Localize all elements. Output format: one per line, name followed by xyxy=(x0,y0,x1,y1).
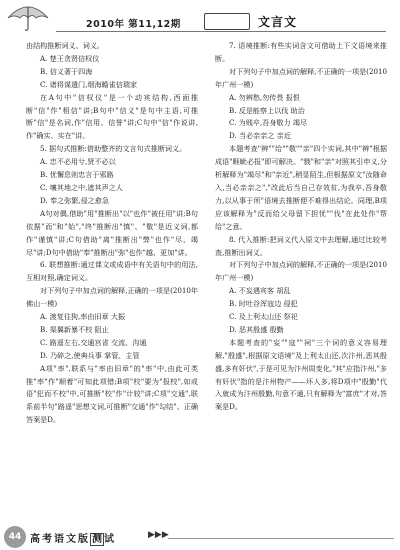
answer-option: D. 当必亲亲之 亲近 xyxy=(229,131,291,141)
paragraph: A句对偶,借助"用"推断出"以"也作"被任用"讲;B句依据"而"和"始","终"推断出"慎"、"敬"是近义词,都作"谨慎"讲;C句借助"离"推断出"弊"也作"尽、竭尽"讲;D句中借助"奉"推断出"弥"也作"越、更加"讲。 xyxy=(26,208,198,257)
footer-title-main: 高考语文版 xyxy=(30,534,90,545)
answer-option: A. 勿辨愁,勿传畏 报恨 xyxy=(229,92,300,102)
paragraph: 8. 代入推断:把词义代入原文中去理解,通过比较考查,推断出词义。 xyxy=(215,234,387,257)
answer-option: D. 恶其殷盛 殷勤 xyxy=(229,324,284,334)
section-badge: 文言文 xyxy=(258,15,298,29)
paragraph: 对下列句子中加点词的解释,不正确的一项是(2010年广州一模) xyxy=(215,260,387,283)
footer-title-boxed: 测 xyxy=(92,534,102,545)
paragraph: 6. 联想推断:通过课文或成语中有关语句中的用法,互相对照,确定词义。 xyxy=(26,260,198,283)
paragraph: 对下列句子中加点词的解释,不正确的一项是(2010年广州一模) xyxy=(215,66,387,89)
answer-option: C. 为贱卒,吾身敬力 竭尽 xyxy=(229,118,308,128)
answer-option: C. 路遥左右,交通宫省 交流、沟通 xyxy=(40,337,147,347)
answer-option: D. 乃碎之,使典兵事 掌管、主管 xyxy=(40,350,140,360)
answer-option: A. 忠不必用兮,贤不必以 xyxy=(40,157,116,167)
header-divider xyxy=(56,31,386,32)
answer-option: A. 渡复往狗,率由旧章 大振 xyxy=(40,312,126,322)
right-column xyxy=(215,40,387,414)
paragraph: 在A句中"信权仪"是一个动宾结构,西面推断"信"作"相信"讲;B句中"信义"是句中主语,可推断"信"是名词,作"信用、信誉"讲;C句中"信"作说讲,作"确实、实在"讲。 xyxy=(26,92,198,141)
footer-title xyxy=(30,530,116,545)
answer-option: B. 信义著于四海 xyxy=(40,66,93,76)
paragraph: 对下列句子中加点词的解释,正确的一项是(2010年佛山一模) xyxy=(26,286,198,309)
paragraph: A项"率",联系与"率由旧章"的"率"中,由此可类推"率"作"顺着"可知此项错;B项"校"要为"报校",如或语"犯而不校"中,可推断"校"作"计较"讲;C项"交通",联系前半句"路遥"思想文词,可推断"交通"作"勾结"。正确答案是D。 xyxy=(26,363,198,425)
answer-option: C. 诸将谋遣门,烟海瞻雀信瑞家 xyxy=(40,79,138,89)
umbrella-icon xyxy=(6,2,50,32)
paragraph: 本题考查"辨""给""敬""亲"四个实词,其中"辨"根据成语"睚眦必报"即可解决。"戮"和"亲"对照其引申义,分析解释为"竭尽"和"亲近",稍显陌生,但根据原文"汝随命入,当必亲亲之","改此后当自己存效贫,为我卒,吾身敬力,以从事于所"语境去推断便不难得出结论。同理,B项应该解释为"反而给父母留下担忧""伐"在此处作"帮给"之意。 xyxy=(215,144,387,231)
answer-option: D. 奉之弥繁,侵之愈急 xyxy=(40,195,109,205)
left-column xyxy=(26,40,198,427)
answer-option: A. 楚王贪贤信权仪 xyxy=(40,53,100,63)
paragraph: 5. 据句式推断:借助整齐的文言句式推断词义。 xyxy=(40,144,187,154)
answer-option: C. 及上利太山还 祭祀 xyxy=(229,312,298,322)
answer-option: B. 时吐谷浑寇边 侵犯 xyxy=(229,299,298,309)
answer-option: C. 壤其地之中,遮其声之人 xyxy=(40,182,123,192)
footer-title-end: 试 xyxy=(104,534,116,545)
paragraph: 由结构推断词义、词义。 xyxy=(26,41,105,50)
answer-option: B. 忧懈息则忠言于邪路 xyxy=(40,170,114,180)
issue-box xyxy=(204,13,250,30)
page-number: 44 xyxy=(4,526,26,548)
footer-arrows: ▶▶▶ xyxy=(148,530,169,540)
page-footer xyxy=(0,526,400,550)
answer-option: B. 渠翼新暴不校 阻止 xyxy=(40,324,109,334)
paragraph: 本题考查的"妄""寇""祠"三个词的意义容易理解,"殷盛",根据原文语境"及上利太山还,次汴州,恶其殷盛,多有奸伏",于是可见为汴州周变化,"其"应指汴州,"多有奸伏"指的是汴州物产——坏人多,将D项中"殷勤"代入就成为汴州殷勤,句意不通,只有解释为"富庶"才对,答案是D。 xyxy=(215,337,387,412)
answer-option: A. 不妄遇宾客 胡乱 xyxy=(229,286,291,296)
issue-label: 2010年 第11,12期 xyxy=(86,19,181,30)
answer-option: B. 反是能察上以伐 助治 xyxy=(229,105,305,115)
paragraph: 7. 语境推断:有些实词含文可借助上下文语境来推断。 xyxy=(215,41,387,63)
footer-divider xyxy=(168,538,394,539)
page-header xyxy=(0,0,400,34)
